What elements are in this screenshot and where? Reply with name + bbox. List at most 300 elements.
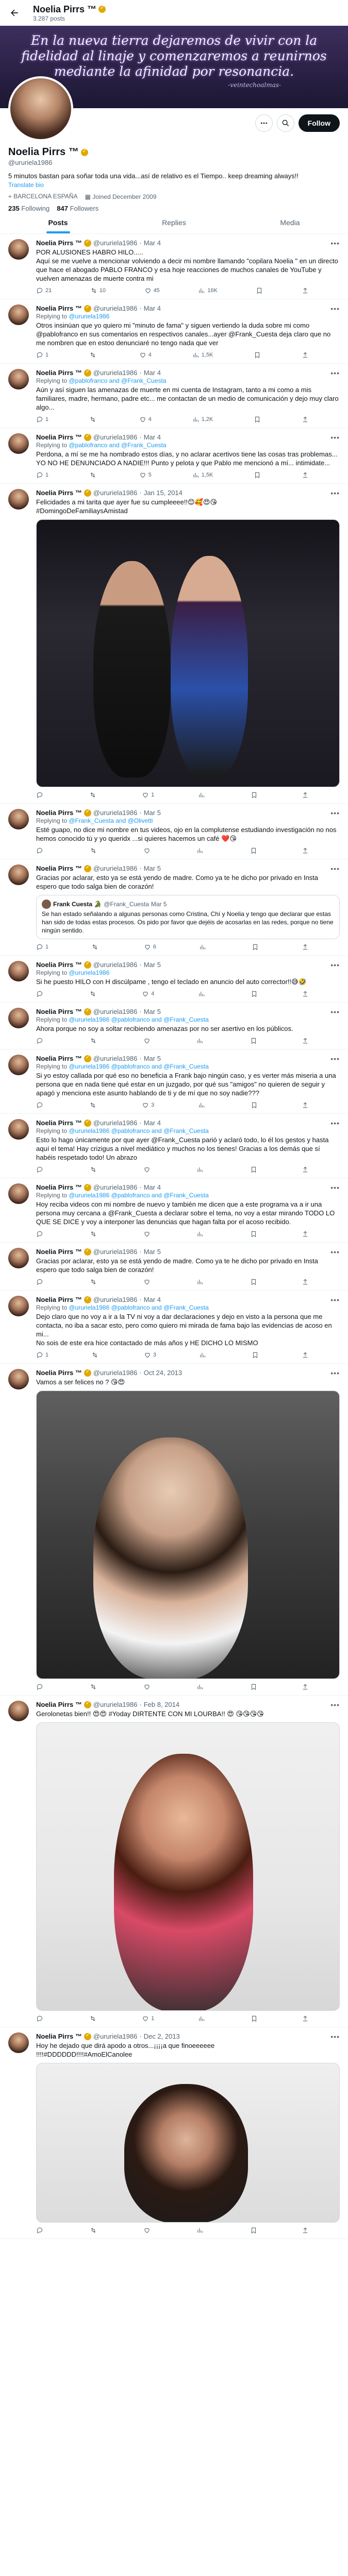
tweet-avatar[interactable] [8, 433, 29, 454]
tweet-author-name[interactable]: Noelia Pirrs ™ [36, 961, 82, 969]
views-button[interactable] [196, 1230, 206, 1238]
search-posts-button[interactable] [277, 114, 294, 132]
tweet-more-icon[interactable]: ••• [330, 1296, 340, 1304]
tweet-header [36, 489, 340, 497]
tweet-author-handle[interactable]: @ururiela1986 [93, 1119, 138, 1127]
tweet-date[interactable]: Mar 4 [143, 1183, 161, 1191]
repost-icon [90, 1278, 97, 1285]
tweet[interactable] [0, 1178, 348, 1243]
tweet-author-handle[interactable]: @ururiela1986 [93, 1248, 138, 1256]
tweet-author-handle[interactable]: @ururiela1986 [93, 433, 138, 441]
tweet-author-name[interactable]: Noelia Pirrs ™ [36, 1296, 82, 1303]
reply-to-handles[interactable]: @ururiela1986 @pablofranco and @Frank_Cuesta [69, 1016, 209, 1023]
tweet-avatar[interactable] [8, 865, 29, 885]
tweet[interactable] [0, 299, 348, 364]
reply-to-handles[interactable]: @ururiela1986 @pablofranco and @Frank_Cuesta [69, 1192, 209, 1199]
share-icon [302, 416, 309, 423]
share-button[interactable] [302, 2227, 309, 2234]
like-button[interactable] [139, 416, 152, 423]
reply-button[interactable] [36, 2015, 45, 2022]
share-button[interactable] [302, 2015, 309, 2022]
repost-button[interactable] [91, 943, 101, 951]
share-icon [302, 351, 309, 359]
tweet-header [36, 1296, 340, 1303]
share-button[interactable] [302, 1166, 309, 1173]
tweet-date[interactable]: Mar 4 [143, 239, 161, 247]
back-arrow-icon[interactable] [7, 6, 22, 20]
tweet-date[interactable]: Dec 2, 2013 [143, 2032, 180, 2040]
share-button[interactable] [302, 847, 309, 854]
like-icon [142, 2015, 149, 2022]
views-button[interactable] [198, 990, 207, 997]
tweet-more-icon[interactable]: ••• [330, 961, 340, 969]
tab-media[interactable]: Media [280, 218, 300, 227]
share-button[interactable] [302, 791, 309, 799]
like-button[interactable] [144, 287, 160, 294]
share-button[interactable] [302, 287, 309, 294]
share-button[interactable] [302, 1230, 309, 1238]
tweet-author-name[interactable]: Noelia Pirrs ™ [36, 1119, 82, 1127]
views-button[interactable] [192, 471, 213, 479]
tweet-date[interactable]: Mar 4 [143, 433, 161, 441]
views-button[interactable] [196, 1683, 206, 1690]
repost-button[interactable] [90, 1230, 99, 1238]
tweet[interactable] [0, 2027, 348, 2239]
tweet-more-icon[interactable]: ••• [330, 865, 340, 873]
like-button[interactable] [143, 847, 153, 854]
tweet[interactable] [0, 484, 348, 804]
views-icon [196, 1278, 204, 1285]
reply-button[interactable] [36, 990, 45, 997]
tweet-avatar[interactable] [8, 1369, 29, 1389]
share-icon [302, 1166, 309, 1173]
reply-button[interactable] [36, 1166, 45, 1173]
timeline [0, 234, 348, 2239]
tweet-actions [36, 986, 340, 1002]
replies-count: 1 [45, 1352, 49, 1358]
views-icon [198, 791, 205, 799]
share-button[interactable] [302, 351, 309, 359]
like-button[interactable] [142, 2015, 154, 2022]
tweet-author-name[interactable]: Noelia Pirrs ™ [36, 369, 82, 377]
reply-icon [36, 351, 43, 359]
like-icon [144, 1351, 151, 1359]
tweet-author-handle[interactable]: @ururiela1986 [93, 1008, 138, 1015]
replies-count: 21 [45, 287, 52, 294]
bookmark-button[interactable] [251, 2015, 258, 2022]
repost-button[interactable] [89, 1101, 98, 1109]
tweet[interactable] [0, 1049, 348, 1114]
repost-icon [90, 1683, 97, 1690]
tweet-text: Gracias por aclarar, esto ya se está yendo de madre. Como ya te he dicho por privado en Insta espero que todo salga bien de corazón! [36, 1257, 319, 1274]
tweet-photo[interactable] [36, 2063, 340, 2223]
tweet-text: Felicidades a mi tarita que ayer fue su cumpleeee!!😊🥰😍😘 #DomingoDeFamiliaysAmistad [36, 498, 217, 515]
reply-button[interactable] [36, 1278, 45, 1285]
bookmark-button[interactable] [252, 943, 259, 951]
tweet-photo[interactable] [36, 1391, 340, 1679]
share-button[interactable] [302, 1101, 309, 1109]
repost-button[interactable] [90, 1278, 99, 1285]
tweet-author-name[interactable]: Noelia Pirrs ™ [36, 1008, 82, 1015]
tweet-date[interactable]: Mar 4 [143, 1119, 161, 1127]
tweet-author-name[interactable]: Noelia Pirrs ™ [36, 1055, 82, 1062]
tweet-photo[interactable] [36, 519, 340, 787]
reply-to-handles[interactable]: @pablofranco and @Frank_Cuesta [69, 377, 167, 384]
tweet-author-handle[interactable]: @ururiela1986 [93, 1296, 138, 1303]
tab-replies[interactable]: Replies [162, 218, 186, 227]
tweet-author-handle[interactable]: @ururiela1986 [93, 1369, 138, 1377]
tweet-header [36, 2032, 340, 2040]
top-bar [0, 0, 348, 26]
repost-icon [89, 1101, 96, 1109]
like-icon [142, 791, 149, 799]
more-options-button[interactable] [255, 114, 273, 132]
like-button[interactable] [143, 1683, 153, 1690]
tweet-avatar[interactable] [8, 809, 29, 829]
reply-to-handles[interactable]: @ururiela1986 @pablofranco and @Frank_Cuesta [69, 1304, 209, 1311]
tweet-photo[interactable] [36, 1722, 340, 2011]
tweet-author-name[interactable]: Noelia Pirrs ™ [36, 433, 82, 441]
tweet-more-icon[interactable]: ••• [330, 1055, 340, 1063]
bookmark-button[interactable] [250, 1166, 257, 1173]
bookmark-button[interactable] [250, 1278, 257, 1285]
repost-button[interactable] [89, 791, 98, 799]
share-button[interactable] [302, 990, 309, 997]
repost-button[interactable] [89, 471, 98, 479]
reply-button[interactable] [36, 351, 48, 359]
views-button[interactable] [198, 287, 218, 294]
views-button[interactable] [196, 2227, 206, 2234]
share-button[interactable] [302, 1351, 309, 1359]
tweet-more-icon[interactable]: ••• [330, 1369, 340, 1377]
views-icon [196, 1683, 204, 1690]
tweet-more-icon[interactable]: ••• [330, 1248, 340, 1256]
bookmark-button[interactable] [250, 2227, 257, 2234]
reply-to-line: Replying to @ururiela1986 @pablofranco and @Frank_Cuesta [36, 1016, 209, 1023]
tweet-date[interactable]: Mar 4 [143, 1296, 161, 1303]
reply-to-handles[interactable]: @ururiela1986 @pablofranco and @Frank_Cuesta [69, 1127, 209, 1134]
tweet-header [36, 961, 340, 969]
bookmark-button[interactable] [256, 287, 263, 294]
bookmark-button[interactable] [251, 990, 258, 997]
tweet-avatar[interactable] [8, 1296, 29, 1316]
views-button[interactable] [199, 943, 208, 951]
tweet-actions [36, 939, 340, 955]
tweet-text: Si yo estoy callada por qué eso no beneficia a Frank bajo ningún caso, y es verter más miseria a una persona que en nada tiene qué estar en un juzgado, por qué sus "amigos" no quieren de seguir y apagó y menciona este asunto hablando de ti y de mí que no soy nadie??? [36, 1072, 336, 1097]
tweet[interactable] [0, 234, 348, 299]
tab-posts[interactable]: Posts [0, 211, 116, 233]
tweet-avatar[interactable] [8, 304, 29, 325]
reply-button[interactable] [36, 1230, 45, 1238]
reply-button[interactable] [36, 847, 45, 854]
reply-button[interactable] [36, 791, 45, 799]
tweet[interactable] [0, 1364, 348, 1696]
tweet-author-name[interactable]: Noelia Pirrs ™ [36, 1248, 82, 1256]
tweet-header [36, 433, 340, 441]
verified-badge-icon [84, 1055, 91, 1062]
like-icon [143, 1683, 151, 1690]
reply-icon [36, 1278, 43, 1285]
tweet-header [36, 865, 340, 872]
reply-button[interactable] [36, 1101, 45, 1109]
repost-button[interactable] [90, 1166, 99, 1173]
tweet-date[interactable]: Mar 5 [143, 865, 161, 872]
repost-button[interactable] [90, 1683, 99, 1690]
tweet[interactable] [0, 1114, 348, 1178]
tweet-date[interactable]: Mar 5 [143, 809, 161, 817]
tweet-avatar[interactable] [8, 2032, 29, 2053]
reply-to-handles[interactable]: @ururiela1986 [69, 969, 110, 976]
bookmark-button[interactable] [254, 416, 261, 423]
like-button[interactable] [144, 943, 156, 951]
tweet-more-icon[interactable]: ••• [330, 239, 340, 247]
like-button[interactable] [143, 1037, 153, 1044]
tweet-author-name[interactable]: Noelia Pirrs ™ [36, 1701, 82, 1708]
tweet[interactable] [0, 428, 348, 484]
views-button[interactable] [198, 2015, 207, 2022]
bookmark-button[interactable] [254, 471, 261, 479]
tweet[interactable] [0, 1291, 348, 1364]
bookmark-button[interactable] [254, 351, 261, 359]
views-button[interactable] [198, 1101, 207, 1109]
tweet-author-handle[interactable]: @ururiela1986 [93, 239, 138, 247]
profile-actions [255, 114, 340, 132]
tweet-author-handle[interactable]: @ururiela1986 [93, 489, 138, 497]
like-button[interactable] [139, 471, 152, 479]
translate-bio-link[interactable]: Translate bio [8, 181, 44, 189]
tweet[interactable] [0, 956, 348, 1003]
tweet-more-icon[interactable]: ••• [330, 369, 340, 377]
views-button[interactable] [199, 1351, 208, 1359]
bookmark-button[interactable] [250, 1683, 257, 1690]
repost-button[interactable] [89, 990, 98, 997]
repost-icon [90, 1166, 97, 1173]
repost-icon [89, 471, 96, 479]
tweet-avatar[interactable] [8, 489, 29, 510]
follow-button[interactable]: Follow [299, 114, 340, 132]
share-button[interactable] [302, 416, 309, 423]
tweet-author-handle[interactable]: @ururiela1986 [93, 1183, 138, 1191]
reply-button[interactable] [36, 1037, 45, 1044]
repost-button[interactable] [90, 2227, 99, 2234]
views-button[interactable] [196, 1166, 206, 1173]
tweet-date[interactable]: Mar 5 [143, 961, 161, 969]
tweet-more-icon[interactable]: ••• [330, 1701, 340, 1709]
reply-to-line: Replying to @Frank_Cuesta and @Olivetti [36, 817, 153, 824]
reposts-count: 10 [99, 287, 106, 294]
tweet-more-icon[interactable]: ••• [330, 1119, 340, 1127]
share-button[interactable] [302, 1683, 309, 1690]
profile-info [8, 146, 340, 212]
photo-person [114, 1754, 253, 2011]
tweet-author-handle[interactable]: @ururiela1986 [93, 2032, 138, 2040]
views-button[interactable] [196, 847, 206, 854]
like-button[interactable] [144, 1351, 156, 1359]
tweet-date[interactable]: Mar 5 [143, 1055, 161, 1062]
bookmark-button[interactable] [250, 847, 257, 854]
tweet-date[interactable]: Oct 24, 2013 [143, 1369, 183, 1377]
reply-button[interactable] [36, 416, 48, 423]
bookmark-button[interactable] [250, 1037, 257, 1044]
views-icon [196, 1037, 204, 1044]
repost-button[interactable] [89, 416, 98, 423]
tweet-author-handle[interactable]: @ururiela1986 [93, 304, 138, 312]
views-button[interactable] [196, 1037, 206, 1044]
like-icon [144, 943, 151, 951]
tweet-author-name[interactable]: Noelia Pirrs ™ [36, 239, 82, 247]
separator-dot: · [139, 1369, 142, 1377]
like-button[interactable] [142, 791, 154, 799]
bookmark-button[interactable] [252, 1351, 259, 1359]
reply-button[interactable] [36, 287, 52, 294]
tweet-header [36, 1248, 340, 1256]
tweet-actions [36, 1347, 340, 1363]
tweet[interactable] [0, 804, 348, 859]
like-button[interactable] [143, 1166, 153, 1173]
topbar-post-count: 3.287 posts [33, 14, 65, 22]
tweet-more-icon[interactable]: ••• [330, 433, 340, 442]
bookmark-button[interactable] [251, 1101, 258, 1109]
tweet-more-icon[interactable]: ••• [330, 2032, 340, 2041]
verified-badge-icon [84, 1248, 91, 1256]
tweet-date[interactable]: Mar 5 [143, 1008, 161, 1015]
tweet-avatar[interactable] [8, 1055, 29, 1075]
tweet-avatar[interactable] [8, 1119, 29, 1140]
like-button[interactable] [139, 351, 152, 359]
repost-button[interactable] [91, 1351, 101, 1359]
reply-button[interactable] [36, 1351, 48, 1359]
tweet[interactable] [0, 1243, 348, 1291]
tweet-author-handle[interactable]: @ururiela1986 [93, 809, 138, 817]
verified-badge-icon [84, 1369, 91, 1377]
tweet-date[interactable]: Jan 15, 2014 [143, 489, 183, 497]
quoted-tweet[interactable] [36, 895, 340, 939]
tweet-actions [36, 1274, 340, 1290]
tweet-avatar[interactable] [8, 1248, 29, 1268]
reply-button[interactable] [36, 471, 48, 479]
tweet-text: Ahora porque no soy a soltar recibiendo amenazas por no ser asertivo en los públicos. [36, 1025, 293, 1032]
tweet[interactable] [0, 859, 348, 956]
tweet-author-name[interactable]: Noelia Pirrs ™ [36, 1183, 82, 1191]
share-button[interactable] [302, 471, 309, 479]
tweet-author-handle[interactable]: @ururiela1986 [93, 961, 138, 969]
tweet-author-handle[interactable]: @ururiela1986 [93, 1055, 138, 1062]
like-icon [139, 351, 146, 359]
views-button[interactable] [196, 1278, 206, 1285]
tweet-author-name[interactable]: Noelia Pirrs ™ [36, 865, 82, 872]
tweet[interactable] [0, 1696, 348, 2027]
repost-button[interactable] [90, 847, 99, 854]
views-button[interactable] [198, 791, 207, 799]
reply-to-handles[interactable]: @ururiela1986 @pablofranco and @Frank_Cuesta [69, 1063, 209, 1070]
tweet-date[interactable]: Mar 4 [143, 304, 161, 312]
profile-avatar[interactable] [8, 76, 73, 141]
tweet-date[interactable]: Mar 5 [143, 1248, 161, 1256]
likes-count: 45 [153, 287, 160, 294]
tweet[interactable] [0, 1003, 348, 1049]
tweet-more-icon[interactable]: ••• [330, 304, 340, 313]
tweet-author-name[interactable]: Noelia Pirrs ™ [36, 809, 82, 817]
like-button[interactable] [142, 1101, 154, 1109]
reply-to-handles[interactable]: @Frank_Cuesta and @Olivetti [69, 817, 153, 824]
like-button[interactable] [143, 1230, 153, 1238]
tweet-author-name[interactable]: Noelia Pirrs ™ [36, 1369, 82, 1377]
views-icon [196, 1166, 204, 1173]
bookmark-button[interactable] [250, 1230, 257, 1238]
replies-count: 1 [45, 944, 49, 950]
followers-count: 847 [57, 205, 68, 212]
tweet-avatar[interactable] [8, 369, 29, 389]
reply-button[interactable] [36, 1683, 45, 1690]
tweet-more-icon[interactable]: ••• [330, 1008, 340, 1016]
like-button[interactable] [143, 2227, 153, 2234]
repost-icon [90, 287, 97, 294]
tweet-more-icon[interactable]: ••• [330, 809, 340, 817]
replies-count: 1 [45, 472, 49, 478]
repost-button[interactable] [89, 2015, 98, 2022]
tweet-avatar[interactable] [8, 1701, 29, 1721]
tweet-header [36, 1119, 340, 1127]
views-button[interactable] [192, 351, 213, 359]
tweet[interactable] [0, 364, 348, 428]
like-button[interactable] [143, 1278, 153, 1285]
repost-button[interactable] [90, 287, 106, 294]
share-button[interactable] [302, 1278, 309, 1285]
tweet-avatar[interactable] [8, 1008, 29, 1028]
views-icon [192, 416, 200, 423]
tweet-avatar[interactable] [8, 1183, 29, 1204]
likes-count: 3 [153, 1352, 156, 1358]
tweet-author-name[interactable]: Noelia Pirrs ™ [36, 304, 82, 312]
reply-button[interactable] [36, 2227, 45, 2234]
repost-button[interactable] [89, 351, 98, 359]
tweet-text: Hoy reciba videos con mi nombre de nuevo y también me dicen que a este programa va a ir una persona muy cercana a @Frank_Cuesta a declarar sobre el tema, no voy a estar mirando TODO LO QUE SE DICE y voy a interponer las denuncias que hagan falta por el acoso recibido. [36, 1200, 335, 1226]
views-button[interactable] [192, 416, 213, 423]
tweet-text: Hoy he dejado que dirá apodo a otros...¡¡¡¡a que finoeeeeee !!!!#DDDDDD!!!!#AmoElCanolee [36, 2042, 215, 2058]
bookmark-icon [250, 2227, 257, 2234]
reply-icon [36, 1683, 43, 1690]
bookmark-button[interactable] [251, 791, 258, 799]
tweet-author-name[interactable]: Noelia Pirrs ™ [36, 2032, 82, 2040]
bookmark-icon [250, 1037, 257, 1044]
repost-button[interactable] [90, 1037, 99, 1044]
tweet-author-name[interactable]: Noelia Pirrs ™ [36, 489, 82, 497]
verified-badge-icon [84, 240, 91, 247]
tweet-date[interactable]: Feb 8, 2014 [143, 1701, 180, 1708]
reply-icon [36, 416, 43, 423]
reply-to-handles[interactable]: @pablofranco and @Frank_Cuesta [69, 442, 167, 449]
tweet-text: Otros insinúan que yo quiero mi "minuto de fama" y siguen vertiendo la duda sobre mi como @pablofranco en sus comentarios en respectivos canales...ayer @Frank_Cuesta deja claro que no me nombren que en estoo denunciaré no tengo nada que ver [36, 321, 331, 347]
tweet-text: Esté guapo, no dice mi nombre en tus videos, ojo en la complutense estudiando investigación no nos hemos conocido tú y yo queridx ...si quieres hacemos un café ❤️😘 [36, 826, 337, 842]
reply-to-handles[interactable]: @ururiela1986 [69, 313, 110, 320]
tweet-more-icon[interactable]: ••• [330, 1183, 340, 1192]
tweet-more-icon[interactable]: ••• [330, 489, 340, 497]
tweet-author-handle[interactable]: @ururiela1986 [93, 1701, 138, 1708]
tweet-author-handle[interactable]: @ururiela1986 [93, 369, 138, 377]
tweet-avatar[interactable] [8, 961, 29, 981]
tweet-header [36, 304, 340, 312]
tweet-date[interactable]: Mar 4 [143, 369, 161, 377]
tweet-actions [36, 1033, 340, 1049]
reply-icon [36, 2227, 43, 2234]
tweet-avatar[interactable] [8, 239, 29, 260]
verified-badge-icon [84, 1120, 91, 1127]
tweet-author-handle[interactable]: @ururiela1986 [93, 865, 138, 872]
share-button[interactable] [302, 943, 309, 951]
reply-button[interactable] [36, 943, 48, 951]
share-button[interactable] [302, 1037, 309, 1044]
like-button[interactable] [142, 990, 154, 997]
